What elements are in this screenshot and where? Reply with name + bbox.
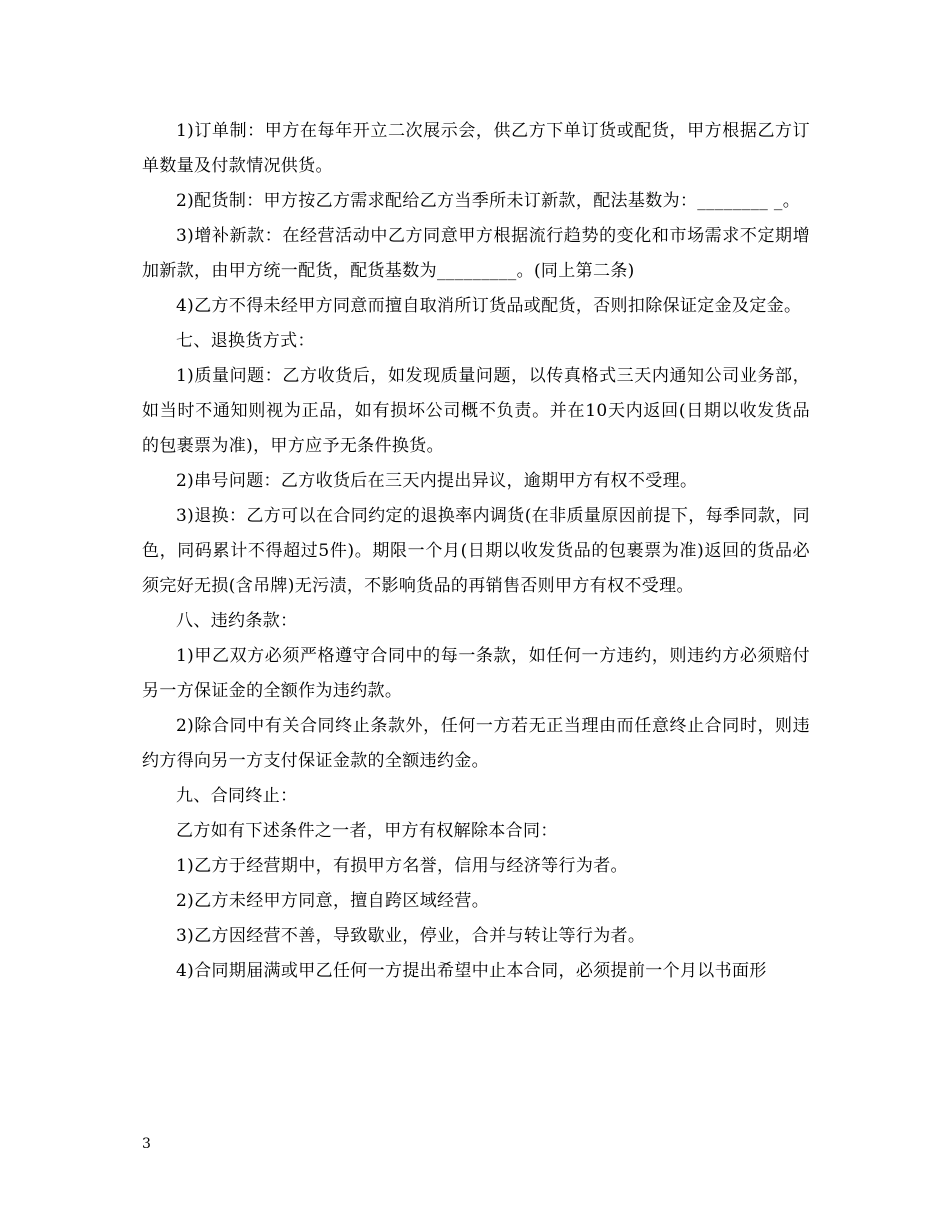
paragraph-order-system: 1)订单制：甲方在每年开立二次展示会，供乙方下单订货或配货，甲方根据乙方订单数量及付款情况供货。 bbox=[142, 121, 810, 176]
paragraph-new-styles: 3)增补新款：在经营活动中乙方同意甲方根据流行趋势的变化和市场需求不定期增加新款，由甲方统一配货，配货基数为_________。(同上第二条) bbox=[142, 226, 810, 281]
section-heading-termination: 九、合同终止： bbox=[176, 786, 298, 806]
paragraph-breach-termination: 2)除合同中有关合同终止条款外，任何一方若无正当理由而任意终止合同时，则违约方得向另一方支付保证金款的全额违约金。 bbox=[142, 716, 810, 771]
paragraph-serial-issues: 2)串号问题：乙方收货后在三天内提出异议，逾期甲方有权不受理。 bbox=[176, 471, 698, 491]
paragraph-termination-expiry: 4)合同期届满或甲乙任何一方提出希望中止本合同，必须提前一个月以书面形 bbox=[176, 961, 767, 981]
paragraph-exchange: 3)退换：乙方可以在合同约定的退换率内调货(在非质量原因前提下，每季同款，同色，同码累计不得超过5件)。期限一个月(日期以收发货品的包裹票为准)返回的货品必须完好无损(含吊牌)无污渍，不影响货品的再销售否则甲方有权不受理。 bbox=[142, 506, 810, 596]
paragraph-quality-issues: 1)质量问题：乙方收货后，如发现质量问题，以传真格式三天内通知公司业务部，如当时不通知则视为正品，如有损坏公司概不负责。并在10天内返回(日期以收发货品的包裹票为准)，甲方应予无条件换货。 bbox=[142, 366, 810, 456]
paragraph-termination-closure: 3)乙方因经营不善，导致歇业，停业，合并与转让等行为者。 bbox=[176, 926, 646, 946]
paragraph-termination-reputation: 1)乙方于经营期中，有损甲方名誉，信用与经济等行为者。 bbox=[176, 856, 628, 876]
section-heading-breach: 八、违约条款： bbox=[176, 611, 298, 631]
paragraph-termination-cross-region: 2)乙方未经甲方同意，擅自跨区域经营。 bbox=[176, 891, 490, 911]
paragraph-cancellation: 4)乙方不得未经甲方同意而擅自取消所订货品或配货，否则扣除保证定金及定金。 bbox=[176, 296, 802, 316]
document-body bbox=[142, 114, 810, 989]
paragraph-breach-compliance: 1)甲乙双方必须严格遵守合同中的每一条款，如任何一方违约，则违约方必须赔付另一方保证金的全额作为违约款。 bbox=[142, 646, 810, 701]
paragraph-termination-intro: 乙方如有下述条件之一者，甲方有权解除本合同： bbox=[176, 821, 558, 841]
paragraph-allocation-system: 2)配货制：甲方按乙方需求配给乙方当季所未订新款，配法基数为：________ _。 bbox=[176, 191, 801, 211]
section-heading-returns: 七、退换货方式： bbox=[176, 331, 315, 351]
page-number: 3 bbox=[142, 1136, 151, 1152]
